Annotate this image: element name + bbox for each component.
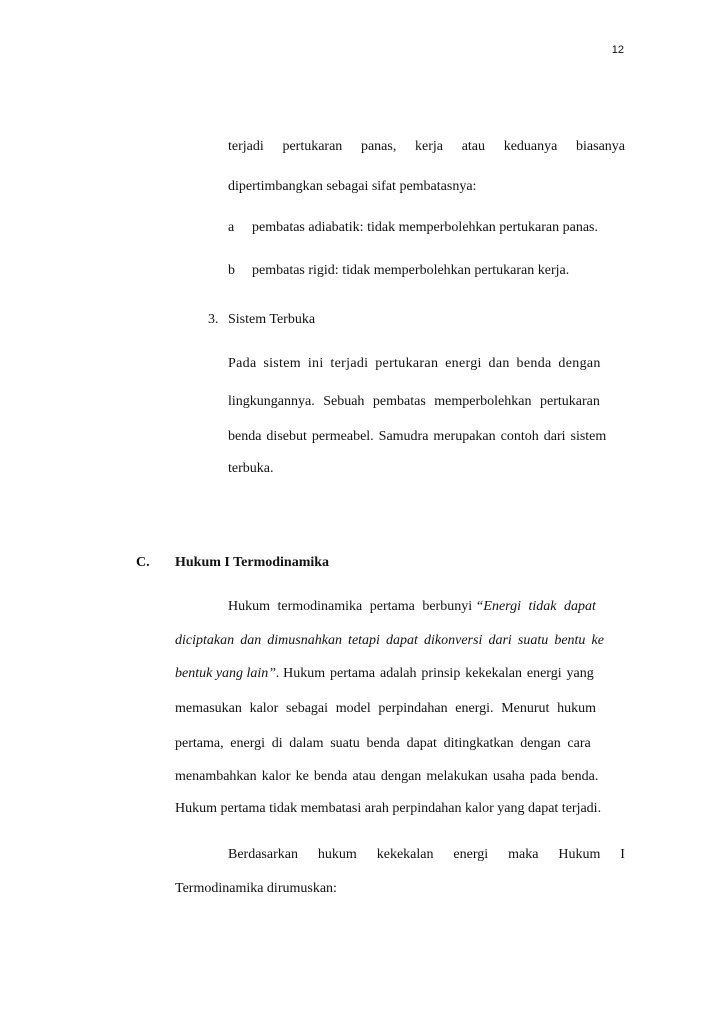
continuation-line-2: dipertimbangkan sebagai sifat pembatasnya: xyxy=(228,179,477,194)
word: atau xyxy=(461,139,486,154)
paragraph-line xyxy=(175,665,594,683)
word: Berdasarkan xyxy=(228,847,298,862)
paragraph-line: menambahkan kalor ke benda atau dengan melakukan usaha pada benda. xyxy=(175,769,599,784)
paragraph-line: diciptakan dan dimusnahkan tetapi dapat dikonversi dari suatu bentu ke xyxy=(175,633,604,648)
continuation-line-1 xyxy=(228,138,625,156)
word: panas, xyxy=(360,139,397,154)
quote-text: “Energi tidak dapat xyxy=(475,599,596,614)
page-number: 12 xyxy=(611,44,624,56)
word: kekekalan xyxy=(376,847,434,862)
word: Hukum xyxy=(558,847,601,862)
list-item-marker: a xyxy=(228,220,235,235)
word: pertukaran xyxy=(282,139,343,154)
paragraph-line xyxy=(228,846,625,864)
word: biasanya xyxy=(576,139,625,154)
line-text: Hukum termodinamika pertama berbunyi xyxy=(228,599,473,614)
word: keduanya xyxy=(503,139,558,154)
line-text: Pada sistem ini terjadi pertukaran energi dan benda dengan xyxy=(228,356,601,371)
line-text: Hukum pertama adalah prinsip kekekalan energi yang xyxy=(283,666,594,681)
list-item-text: pembatas rigid: tidak memperbolehkan pertukaran kerja. xyxy=(252,263,570,278)
paragraph-line: memasukan kalor sebagai model perpindahan energi. Menurut hukum xyxy=(175,701,597,716)
item-body-line: terbuka. xyxy=(228,461,274,476)
paragraph-line: Hukum pertama tidak membatasi arah perpindahan kalor yang dapat terjadi. xyxy=(175,801,602,816)
list-item-marker: b xyxy=(228,263,235,278)
quote-text: bentuk yang lain”. xyxy=(175,666,280,681)
item-body-line: lingkungannya. Sebuah pembatas memperbolehkan pertukaran xyxy=(228,394,600,409)
paragraph-line: Termodinamika dirumuskan: xyxy=(175,881,337,896)
item-title: Sistem Terbuka xyxy=(228,312,316,327)
section-label: C. xyxy=(136,555,150,570)
word: terjadi xyxy=(228,139,264,154)
section-title: Hukum I Termodinamika xyxy=(175,555,330,570)
item-number: 3. xyxy=(208,312,219,327)
word: I xyxy=(620,847,625,862)
list-item-text: pembatas adiabatik: tidak memperbolehkan pertukaran panas. xyxy=(252,220,598,235)
word: energi xyxy=(453,847,489,862)
word: hukum xyxy=(317,847,357,862)
word: maka xyxy=(508,847,539,862)
word: kerja xyxy=(415,139,444,154)
item-body-line xyxy=(228,355,625,373)
paragraph-line xyxy=(228,598,625,616)
paragraph-line: pertama, energi di dalam suatu benda dapat ditingkatkan dengan cara xyxy=(175,736,591,751)
item-body-line: benda disebut permeabel. Samudra merupakan contoh dari sistem xyxy=(228,429,607,444)
